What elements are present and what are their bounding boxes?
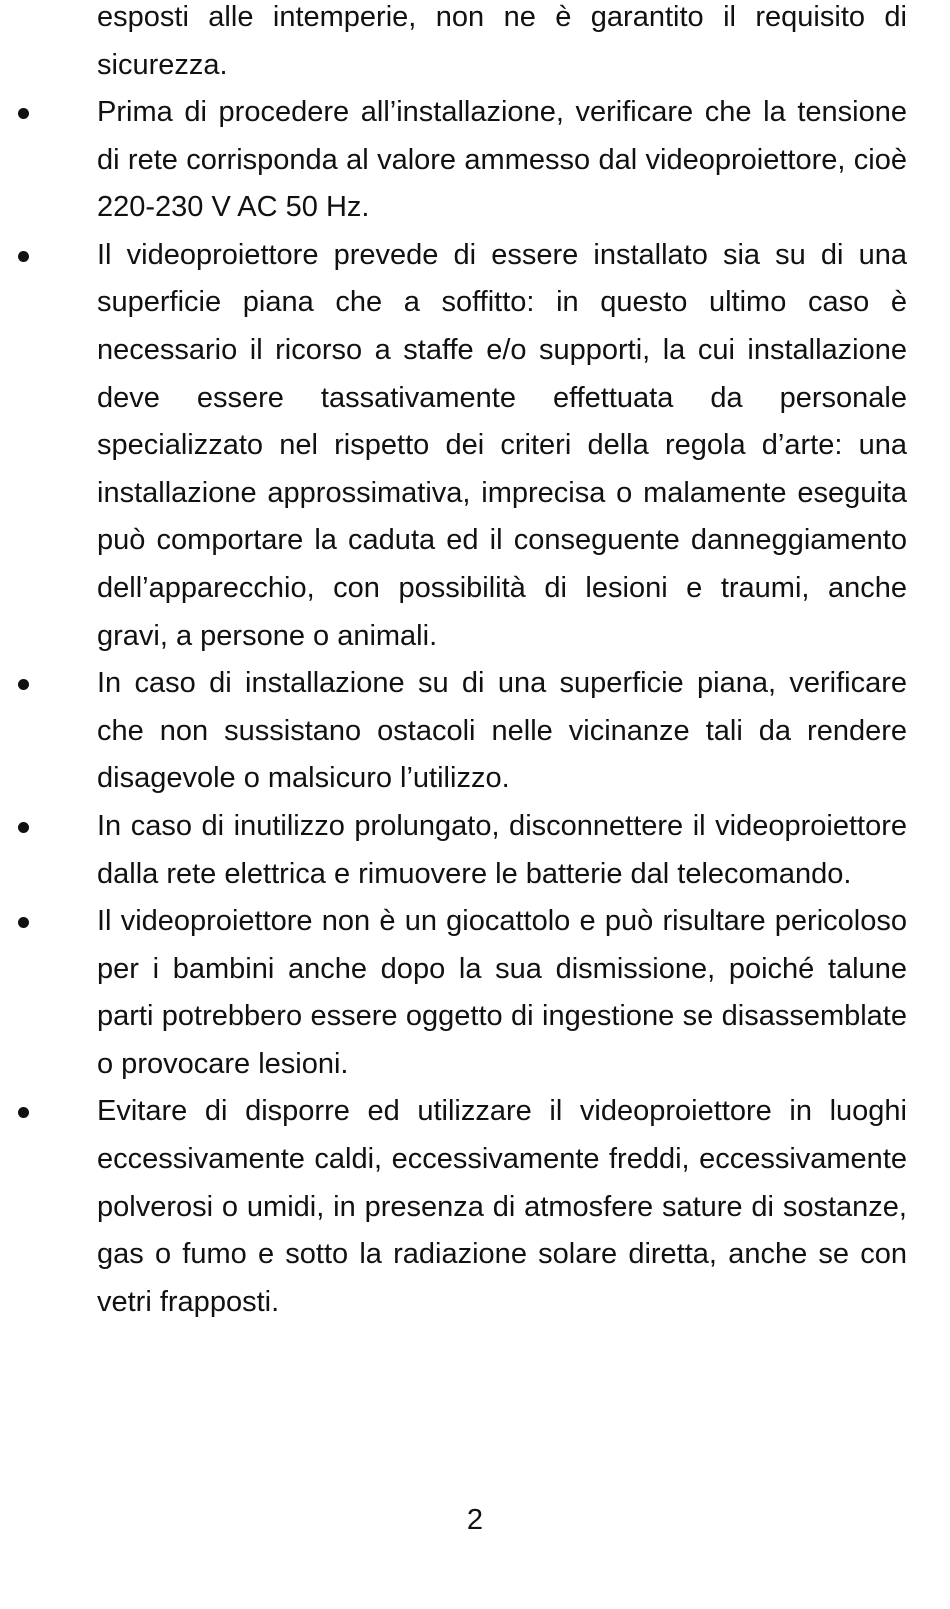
- bullet-dot-icon: [18, 1107, 29, 1118]
- intro-paragraph: esposti alle intemperie, non ne è garantito il requisito di sicurezza.: [97, 1, 907, 81]
- bullet-text: Il videoproiettore prevede di essere installato sia su di una superficie piana che a soffitto: in questo ultimo caso è necessario il ricorso a staffe e/o supporti, la cui installazione deve essere tassativamente effettuata da personale specializzato nel rispetto dei criteri della regola d’arte: una installazione approssimativa, imprecisa o malamente eseguita può comportare la caduta ed il conseguente danneggiamento dell’apparecchio, con possibilità di lesioni e traumi, anche gravi, a persone o animali.: [97, 238, 907, 652]
- bullet-text: Evitare di disporre ed utilizzare il videoproiettore in luoghi eccessivamente caldi, eccessivamente freddi, eccessivamente polverosi o umidi, in presenza di atmosfere sature di sostanze, gas o fumo e sotto la radiazione solare diretta, anche se con vetri frapposti.: [97, 1095, 907, 1318]
- bullet-text: Il videoproiettore non è un giocattolo e può risultare pericoloso per i bambini anche dopo la sua dismissione, poiché talune parti potrebbero essere oggetto di ingestione se disassemblate o provocare lesioni.: [97, 905, 907, 1080]
- bullet-item-4: [0, 803, 950, 898]
- bullet-text: Prima di procedere all’installazione, verificare che la tensione di rete corrisponda al valore ammesso dal videoproiettore, cioè 220-230 V AC 50 Hz.: [97, 96, 907, 224]
- bullet-dot-icon: [18, 917, 29, 928]
- bullet-text: In caso di installazione su di una superficie piana, verificare che non sussistano ostacoli nelle vicinanze tali da rendere disagevole o malsicuro l’utilizzo.: [97, 667, 907, 795]
- bullet-item-6: [0, 1088, 950, 1326]
- bullet-item-2: [0, 232, 950, 660]
- bullet-dot-icon: [18, 108, 29, 119]
- safety-bullet-list: [0, 89, 950, 1326]
- bullet-text: In caso di inutilizzo prolungato, disconnettere il videoproiettore dalla rete elettrica e rimuovere le batterie dal telecomando.: [97, 809, 907, 890]
- bullet-dot-icon: [18, 251, 29, 262]
- page-number: 2: [466, 1504, 484, 1536]
- bullet-item-3: [0, 660, 950, 803]
- bullet-dot-icon: [18, 679, 29, 690]
- bullet-item-5: [0, 898, 950, 1088]
- bullet-item-1: [0, 89, 950, 232]
- bullet-dot-icon: [18, 822, 29, 833]
